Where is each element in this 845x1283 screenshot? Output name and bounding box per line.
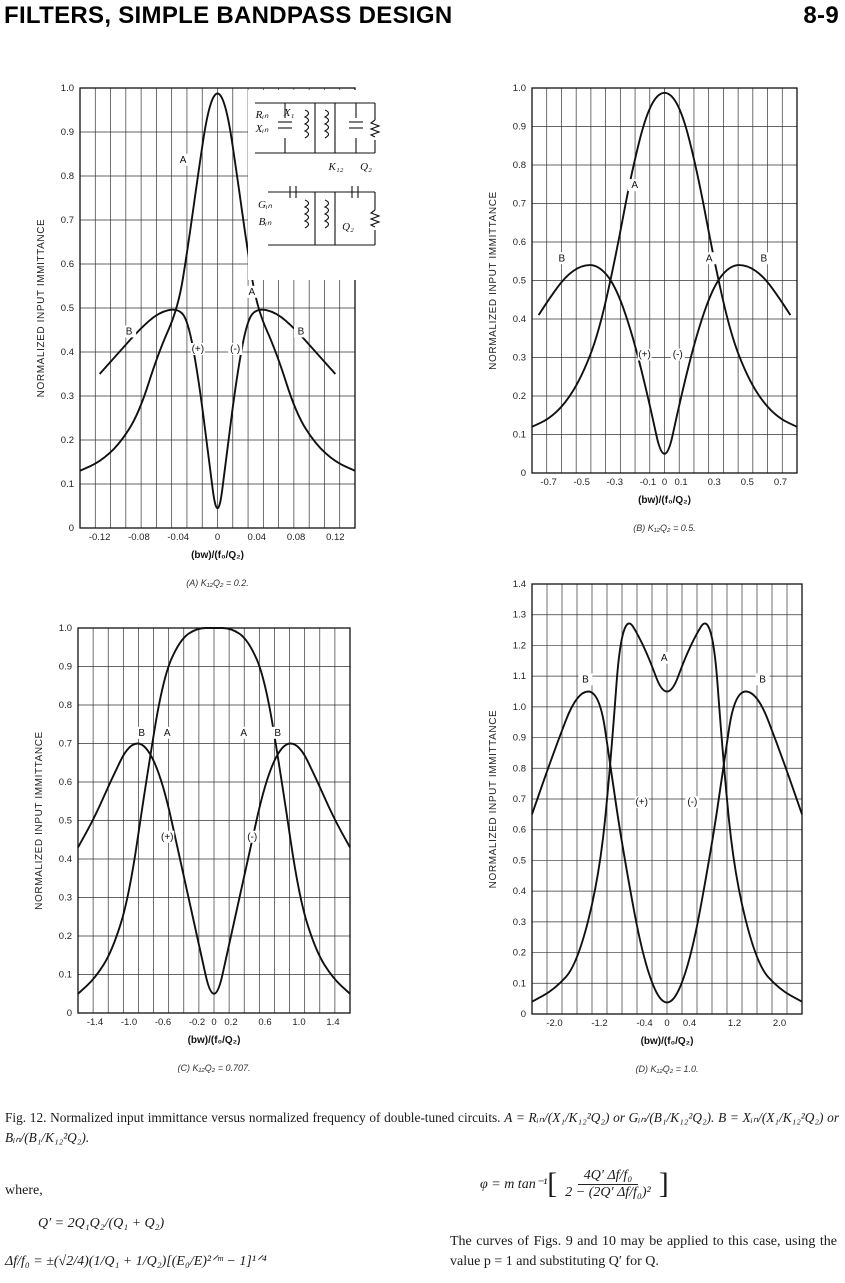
- chart-c: [0, 610, 420, 1090]
- y-axis-label: NORMALIZED INPUT IMMITTANCE: [36, 218, 47, 398]
- y-axis-label: NORMALIZED INPUT IMMITTANCE: [488, 191, 499, 370]
- curve-label: B: [558, 253, 566, 265]
- y-tick-label: 0.2: [512, 947, 526, 959]
- x-tick-label: 0.2: [224, 1017, 238, 1028]
- equation-phi-fraction: [561, 1168, 654, 1201]
- y-tick-label: 0.7: [512, 198, 526, 210]
- grid: [78, 628, 350, 1013]
- circuit-diagram: [248, 90, 398, 280]
- x-tick-label: 1.0: [292, 1017, 306, 1028]
- curve-label: A: [705, 253, 713, 265]
- x-tick-label: 0: [211, 1017, 217, 1028]
- curve-label: (+): [161, 831, 174, 843]
- y-tick-label: 0.3: [58, 892, 72, 904]
- x-tick-label: 0: [664, 1018, 670, 1029]
- y-tick-label: 0.5: [512, 855, 526, 867]
- chart-c-svg: [0, 610, 420, 1090]
- curve-label: A: [248, 286, 256, 298]
- y-tick-label: 0.3: [512, 352, 526, 364]
- chart-subcaption: (A) K₁₂Q₂ = 0.2.: [186, 578, 249, 588]
- y-tick-label: 1.0: [60, 83, 74, 94]
- caption-a-def: A = Rᵢₙ/(X₁/K₁₂²Q₂) or Gᵢₙ/(B₁/K₁₂²Q₂).: [504, 1110, 715, 1125]
- x-tick-label: 1.2: [727, 1018, 742, 1029]
- y-tick-label: 0.9: [60, 127, 74, 138]
- x-axis-label: (bw)/(f₀/Q₂): [640, 1036, 694, 1047]
- y-tick-label: 0.9: [512, 121, 526, 133]
- curve-label: (-): [687, 797, 698, 809]
- curve-label: (+): [191, 344, 205, 355]
- curve-label: A: [179, 154, 187, 166]
- circuit-label: Bᵢₙ: [258, 216, 272, 228]
- x-tick-label: -0.04: [167, 532, 190, 543]
- y-tick-label: 0.4: [512, 886, 526, 898]
- circuit-label: X₁: [283, 107, 295, 119]
- chart-subcaption: (D) K₁₂Q₂ = 1.0.: [635, 1064, 699, 1074]
- grid: [532, 88, 797, 473]
- y-tick-label: 1.1: [512, 671, 526, 683]
- caption-b-def: B = Xᵢₙ/(X₁/K₁₂²Q₂) or Bᵢₙ/(B₁/K₁₂²Q₂).: [5, 1110, 840, 1145]
- x-tick-label: 0: [661, 477, 668, 488]
- equation-phi-denominator: 2 − (2Q′ Δf/f₀)²: [565, 1184, 651, 1200]
- curve-label: (+): [638, 349, 651, 361]
- equation-phi-left: φ = m tan⁻¹: [480, 1176, 548, 1192]
- curve-label: (+): [635, 797, 648, 809]
- page-header-title: FILTERS, SIMPLE BANDPASS DESIGN: [4, 2, 453, 29]
- chart-a: [0, 70, 420, 610]
- curve-label: (-): [247, 831, 258, 843]
- curve-label: B: [125, 326, 133, 338]
- x-tick-label: -2.0: [546, 1018, 563, 1029]
- chart-subcaption: (C) K₁₂Q₂ = 0.707.: [177, 1063, 251, 1073]
- chart-b-svg: [470, 70, 840, 555]
- bracket-open-icon: [: [547, 1167, 558, 1200]
- y-tick-label: 0.8: [58, 700, 72, 711]
- chart-subcaption: (B) K₁₂Q₂ = 0.5.: [633, 523, 696, 533]
- x-tick-label: 2.0: [772, 1018, 787, 1029]
- y-tick-label: 0: [66, 1008, 72, 1019]
- where-text: where,: [5, 1183, 43, 1198]
- y-tick-label: 0.4: [60, 347, 74, 358]
- x-tick-label: -0.1: [639, 477, 657, 488]
- curve-label: B: [274, 727, 282, 739]
- y-tick-label: 0.8: [60, 171, 74, 182]
- x-tick-label: -0.08: [128, 532, 150, 543]
- y-tick-label: 0.4: [512, 314, 526, 325]
- y-tick-label: 0.6: [58, 777, 72, 788]
- circuit-label: Gᵢₙ: [257, 199, 273, 211]
- curve-label: (-): [230, 344, 241, 355]
- curve-label: B: [582, 674, 589, 686]
- y-tick-label: 0.4: [58, 854, 72, 865]
- chart-b: [470, 70, 840, 555]
- curve-label: A: [240, 727, 248, 739]
- y-axis-label: NORMALIZED INPUT IMMITTANCE: [488, 709, 499, 889]
- chart-d-svg: [470, 570, 840, 1090]
- circuit-label: Q₂: [360, 161, 372, 173]
- y-tick-label: 1.3: [512, 609, 526, 621]
- y-tick-label: 0.1: [60, 479, 74, 490]
- equation-phi: [480, 1167, 669, 1201]
- curve-label: A: [660, 652, 668, 664]
- x-axis-label: (bw)/(f₀/Q₂): [191, 550, 244, 561]
- y-tick-label: 1.0: [58, 623, 72, 634]
- y-tick-label: 1.2: [512, 640, 526, 652]
- equation-phi-numerator: 4Q′ Δf/f₀: [578, 1168, 638, 1185]
- y-tick-label: 0.5: [58, 815, 72, 827]
- y-tick-label: 0.6: [60, 259, 74, 270]
- curve-label: B: [760, 253, 768, 265]
- y-tick-label: 0.9: [512, 732, 526, 744]
- y-tick-label: 0.6: [512, 824, 526, 836]
- caption-lead: Fig. 12. Normalized input immittance versus normalized frequency of double-tuned circuits.: [5, 1110, 501, 1125]
- curve-label: A: [631, 180, 639, 192]
- y-tick-label: 0.8: [512, 160, 526, 171]
- x-tick-label: -0.5: [573, 477, 590, 488]
- y-tick-label: 0: [520, 1009, 526, 1020]
- y-tick-label: 1.0: [512, 83, 526, 94]
- page-number: 8-9: [803, 2, 839, 29]
- x-axis-label: (bw)/(f₀/Q₂): [638, 495, 691, 506]
- bracket-close-icon: ]: [658, 1167, 669, 1200]
- curve-label: B: [138, 727, 146, 739]
- y-tick-label: 0.7: [58, 738, 72, 750]
- chart-a-svg: [0, 70, 420, 610]
- circuit-label: Q₂: [342, 221, 354, 233]
- y-tick-label: 0.3: [60, 391, 74, 402]
- y-tick-label: 0.2: [512, 391, 526, 402]
- x-tick-label: -1.2: [591, 1018, 608, 1029]
- x-tick-label: -1.4: [86, 1017, 104, 1028]
- circuit-label: Xᵢₙ: [255, 123, 269, 135]
- x-tick-label: -0.2: [188, 1017, 206, 1028]
- x-axis-label: (bw)/(f₀/Q₂): [187, 1035, 241, 1046]
- figure-caption: [5, 1108, 839, 1148]
- chart-d: [470, 570, 840, 1090]
- y-tick-label: 0.2: [60, 435, 74, 446]
- y-tick-label: 0: [520, 468, 526, 479]
- y-tick-label: 0.1: [512, 429, 526, 441]
- y-tick-label: 0.8: [512, 763, 526, 775]
- y-tick-label: 0.7: [60, 215, 74, 226]
- y-tick-label: 0.7: [512, 794, 526, 805]
- y-axis-label: NORMALIZED INPUT IMMITTANCE: [34, 731, 45, 910]
- y-tick-label: 0.2: [58, 931, 72, 942]
- equation-q-prime: Q′ = 2Q₁Q₂/(Q₁ + Q₂): [38, 1216, 165, 1231]
- x-tick-label: 0.04: [247, 532, 267, 543]
- y-tick-label: 0.6: [512, 237, 526, 248]
- x-tick-label: 0.08: [286, 532, 306, 543]
- x-tick-label: 1.4: [326, 1017, 340, 1028]
- x-tick-label: 0.12: [326, 532, 345, 543]
- x-tick-label: 0.3: [707, 477, 721, 488]
- body-paragraph: The curves of Figs. 9 and 10 may be applied to this case, using the value p = 1 and substituting Q′ for Q.: [450, 1234, 837, 1269]
- y-tick-label: 0.9: [58, 661, 72, 673]
- x-tick-label: 0.6: [258, 1017, 272, 1028]
- y-tick-label: 1.0: [512, 701, 526, 713]
- curve-label: (-): [672, 349, 683, 361]
- circuit-label: K₁₂: [328, 161, 344, 173]
- circuit-label: Rᵢₙ: [255, 109, 269, 121]
- grid: [532, 584, 802, 1014]
- y-tick-label: 0: [68, 523, 74, 534]
- x-tick-label: 0.1: [674, 477, 688, 488]
- y-tick-label: 0.5: [512, 275, 526, 287]
- x-tick-label: -1.0: [120, 1017, 138, 1028]
- equation-delta-f: Δf/f₀ = ±(√2/4)(1/Q₁ + 1/Q₂)[(E₀/E)²ᐟᵐ − 1]¹ᐟ⁴: [5, 1254, 267, 1269]
- x-tick-label: -0.4: [636, 1018, 653, 1029]
- x-tick-label: -0.6: [154, 1017, 172, 1028]
- x-tick-label: 0.4: [682, 1018, 697, 1029]
- x-tick-label: 0.5: [740, 477, 754, 488]
- y-tick-label: 0.5: [60, 303, 74, 314]
- curve-label: B: [759, 674, 766, 686]
- x-tick-label: -0.3: [606, 477, 623, 488]
- y-tick-label: 0.3: [512, 916, 526, 928]
- x-tick-label: -0.7: [540, 477, 557, 488]
- y-tick-label: 0.1: [512, 978, 526, 990]
- y-tick-label: 1.4: [512, 579, 526, 590]
- x-tick-label: 0: [214, 532, 221, 543]
- y-tick-label: 0.1: [58, 969, 72, 981]
- curve-label: A: [163, 727, 171, 739]
- x-tick-label: 0.7: [773, 477, 788, 488]
- curve-label: B: [297, 326, 305, 338]
- x-tick-label: -0.12: [88, 532, 111, 543]
